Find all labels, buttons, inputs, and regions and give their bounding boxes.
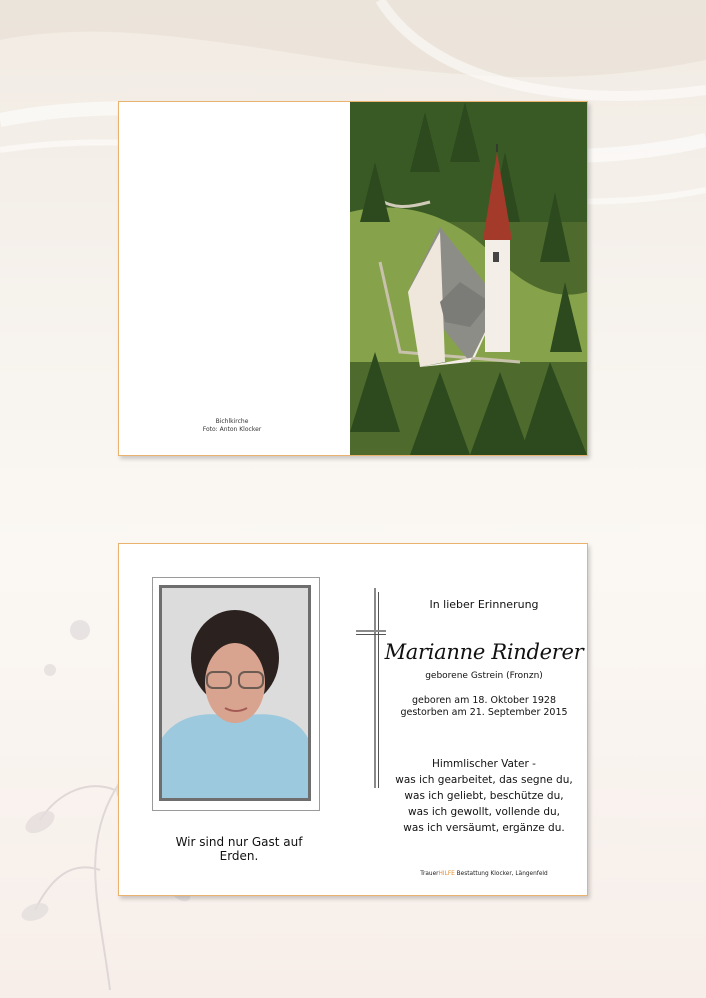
deceased-name: Marianne Rinderer bbox=[384, 640, 584, 664]
undertaker-accent: HILFE bbox=[438, 871, 455, 877]
card-front bbox=[118, 101, 588, 456]
birth-name: geborene Gstrein (Fronzn) bbox=[425, 671, 543, 681]
motto: Wir sind nur Gast auf Erden. bbox=[175, 835, 303, 863]
life-dates bbox=[389, 695, 579, 719]
death-date: gestorben am 21. September 2015 bbox=[400, 707, 568, 718]
cross-icon bbox=[356, 588, 386, 788]
portrait-frame bbox=[152, 577, 320, 811]
prayer-line: was ich gewollt, vollende du, bbox=[408, 806, 560, 818]
undertaker-prefix: Trauer bbox=[420, 871, 439, 877]
prayer-line: was ich gearbeitet, das segne du, bbox=[395, 774, 573, 786]
caption-title: Bichlkirche bbox=[215, 418, 249, 425]
undertaker-suffix: Bestattung Klocker, Längenfeld bbox=[454, 871, 548, 877]
prayer-line: was ich versäumt, ergänze du. bbox=[403, 822, 565, 834]
in-memory-heading: In lieber Erinnerung bbox=[429, 598, 539, 611]
prayer-line: was ich geliebt, beschütze du, bbox=[404, 790, 564, 802]
caption-credit: Foto: Anton Klocker bbox=[202, 426, 262, 433]
prayer bbox=[389, 756, 579, 836]
photo-caption bbox=[177, 418, 287, 434]
card-inside bbox=[118, 543, 588, 896]
undertaker-credit bbox=[389, 871, 579, 877]
prayer-line: Himmlischer Vater - bbox=[432, 758, 536, 770]
portrait-photo bbox=[159, 585, 311, 801]
church-photo bbox=[350, 102, 587, 455]
birth-date: geboren am 18. Oktober 1928 bbox=[411, 695, 557, 706]
